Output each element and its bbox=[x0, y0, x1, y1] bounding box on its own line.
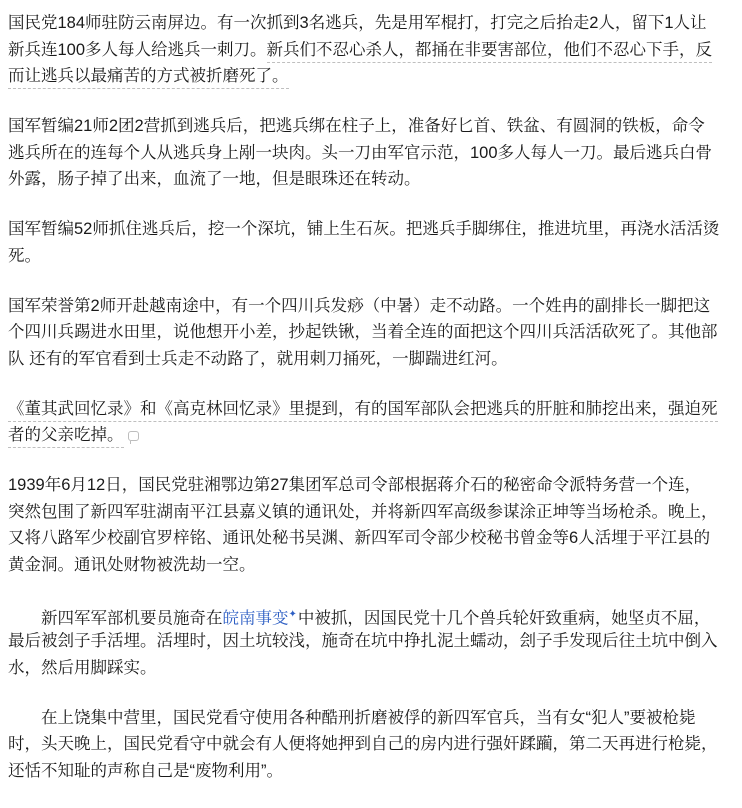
paragraph bbox=[8, 293, 736, 373]
text-segment: 国军暂编52师抓住逃兵后，挖一个深坑，铺上生石灰。把逃兵手脚绑住，推进坑里，再浇水活活烫 bbox=[8, 220, 720, 239]
text-segment: 中被抓，因国民党十几个兽兵轮奸致重病，她坚贞不屈， bbox=[297, 609, 711, 628]
text-line bbox=[8, 346, 736, 373]
text-segment: 国军荣誉第2师开赴越南途中，有一个四川兵发痧（中暑）走不动路。一个姓冉的副排长一脚把这 bbox=[8, 296, 711, 315]
text-segment: 国民党184师驻防云南屏边。有一次抓到3名逃兵，先是用军棍打，打完之后抬走2人，留下1人让 bbox=[8, 14, 707, 32]
text-segment: 逃兵所在的连每个人从逃兵身上剐一块肉。头一刀由军官示范，100多人每人一刀。最后逃兵白骨 bbox=[8, 143, 713, 162]
paragraph bbox=[8, 10, 736, 90]
text-line bbox=[8, 243, 736, 270]
text-segment: 死。 bbox=[8, 246, 41, 265]
text-line bbox=[8, 396, 736, 423]
text-segment: 水，然后用脚踩实。 bbox=[8, 659, 157, 678]
text-line bbox=[8, 602, 736, 629]
paragraph bbox=[8, 472, 736, 579]
text-line bbox=[8, 113, 736, 140]
text-line bbox=[8, 552, 736, 579]
paragraph bbox=[8, 113, 736, 193]
text-segment: 国军暂编21师2团2营抓到逃兵后，把逃兵绑在柱子上，准备好匕首、铁盆、有圆洞的铁板，命令 bbox=[8, 117, 705, 136]
text-line bbox=[8, 63, 736, 90]
paragraph bbox=[8, 216, 736, 269]
text-line bbox=[8, 10, 736, 37]
sparkle-icon: ✦ bbox=[288, 608, 297, 620]
text-line bbox=[8, 731, 736, 758]
text-line bbox=[8, 655, 736, 682]
highlighted-text: 《董其武回忆录》和《高克林回忆录》里提到，有的国军部队会把逃兵的肝脏和肺挖出来，强迫死 bbox=[8, 400, 718, 422]
text-segment: 又将八路军少校副官罗梓铭、通讯处秘书吴渊、新四军司令部少校秘书曾金等6人活埋于平江县的 bbox=[8, 529, 711, 548]
text-segment: 最后被刽子手活埋。活埋时，因土坑较浅，施奇在坑中挣扎泥土蠕动，刽子手发现后往土坑中倒入 bbox=[8, 632, 718, 651]
highlighted-text: 而让逃兵以最痛苦的方式被折磨死了。 bbox=[8, 67, 289, 89]
paragraph bbox=[8, 396, 736, 449]
text-line bbox=[8, 628, 736, 655]
text-segment: 还恬不知耻的声称自己是“废物利用”。 bbox=[8, 762, 283, 781]
text-segment: 突然包围了新四军驻湖南平江县嘉义镇的通讯处，并将新四军高级参谋涂正坤等当场枪杀。晚上， bbox=[8, 502, 718, 521]
text-line bbox=[8, 37, 736, 64]
comment-icon[interactable] bbox=[128, 431, 139, 441]
highlighted-text: 新兵们不忍心杀人，都捅在非要害部位，他们不忍心下手，反 bbox=[267, 41, 713, 63]
paragraph bbox=[8, 705, 736, 785]
text-segment: 个四川兵踢进水田里，说他想开小差，抄起铁锹，当着全连的面把这个四川兵活活砍死了。其他部 bbox=[8, 323, 718, 342]
wiki-link[interactable]: 皖南事变 bbox=[222, 609, 289, 628]
text-line bbox=[8, 293, 736, 320]
text-segment: 1939年6月12日，国民党驻湘鄂边第27集团军总司令部根据蒋介石的秘密命令派特务营一个连， bbox=[8, 475, 702, 494]
text-line bbox=[8, 758, 736, 785]
text-line bbox=[8, 216, 736, 243]
text-segment: 外露，肠子掉了出来，血流了一地，但是眼珠还在转动。 bbox=[8, 170, 421, 189]
highlighted-text: 者的父亲吃掉。 bbox=[8, 426, 124, 448]
text-segment: 新四军军部机要员施奇在 bbox=[41, 609, 223, 628]
text-line bbox=[8, 705, 736, 732]
text-line bbox=[8, 499, 736, 526]
text-line bbox=[8, 140, 736, 167]
text-line bbox=[8, 319, 736, 346]
text-line bbox=[8, 525, 736, 552]
text-segment: 黄金洞。通讯处财物被洗劫一空。 bbox=[8, 556, 256, 574]
text-line bbox=[8, 472, 736, 499]
paragraph bbox=[8, 602, 736, 682]
text-segment: 在上饶集中营里，国民党看守使用各种酷刑折磨被俘的新四军官兵，当有女“犯人”要被枪毙 bbox=[41, 708, 696, 727]
text-line bbox=[8, 422, 736, 449]
text-segment: 新兵连100多人每人给逃兵一刺刀。 bbox=[8, 40, 267, 59]
text-line bbox=[8, 166, 736, 193]
text-segment: 队 还有的军官看到士兵走不动路了，就用刺刀捅死，一脚踹进红河。 bbox=[8, 349, 508, 368]
text-segment: 时，头天晚上，国民党看守中就会有人便将她押到自己的房内进行强奸蹂躏，第二天再进行枪毙， bbox=[8, 735, 718, 754]
